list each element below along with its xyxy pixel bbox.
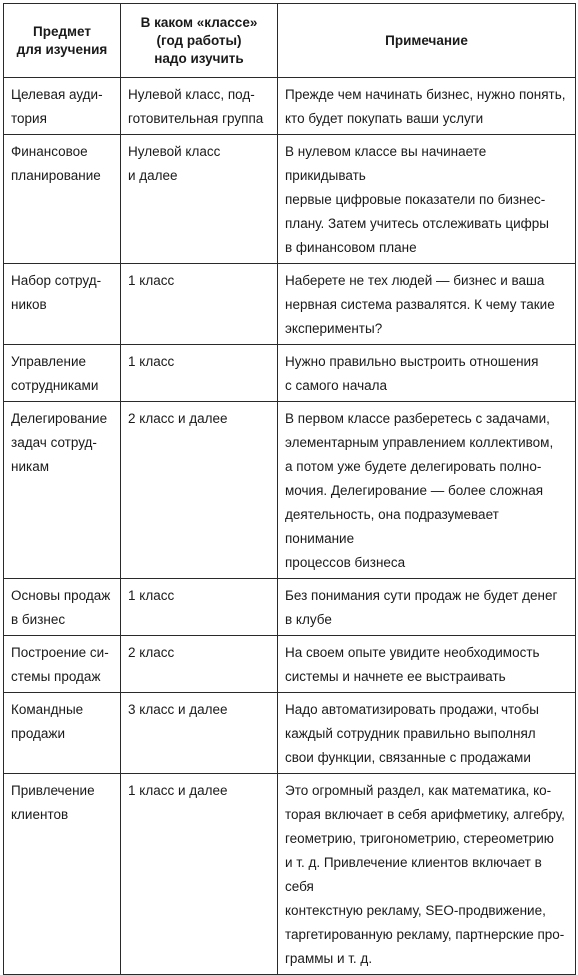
cell-subject: Командные продажи: [4, 693, 121, 774]
table-row: [4, 402, 576, 579]
cell-grade: 1 класс и далее: [121, 774, 278, 975]
header-note: Примечание: [278, 4, 576, 78]
cell-grade: 1 класс: [121, 264, 278, 345]
cell-subject: Делегирование задач сотруд- никам: [4, 402, 121, 579]
table-row: [4, 636, 576, 693]
cell-note: Прежде чем начинать бизнес, нужно понять, кто будет покупать ваши услуги: [278, 78, 576, 135]
cell-note: Нужно правильно выстроить отношения с самого начала: [278, 345, 576, 402]
cell-note: В первом классе разберетесь с задачами, элементарным управлением коллективом, а потом уже будете делегировать полно- мочия. Делегирование — более сложная деятельность, она подразумевает понимание процессов бизнеса: [278, 402, 576, 579]
cell-grade: 3 класс и далее: [121, 693, 278, 774]
cell-note: Это огромный раздел, как математика, ко- торая включает в себя арифметику, алгебру, геометрию, тригонометрию, стереометрию и т. д. Привлечение клиентов включает в себя контекстную рекламу, SEO-продвижение, таргетированную рекламу, партнерские про- граммы и т. д.: [278, 774, 576, 975]
table-row: [4, 78, 576, 135]
cell-grade: 2 класс: [121, 636, 278, 693]
table-row: [4, 345, 576, 402]
cell-note: Наберете не тех людей — бизнес и ваша нервная система развалятся. К чему такие эксперименты?: [278, 264, 576, 345]
cell-subject: Основы продаж в бизнес: [4, 579, 121, 636]
cell-subject: Построение си- стемы продаж: [4, 636, 121, 693]
cell-note: В нулевом классе вы начинаете прикидывать первые цифровые показатели по бизнес- плану. Затем учитесь отслеживать цифры в финансовом плане: [278, 135, 576, 264]
cell-subject: Финансовое планирование: [4, 135, 121, 264]
cell-grade: Нулевой класс, под- готовительная группа: [121, 78, 278, 135]
table-row: [4, 579, 576, 636]
cell-grade: 2 класс и далее: [121, 402, 278, 579]
table-row: [4, 135, 576, 264]
table-row: [4, 693, 576, 774]
cell-subject: Привлечение клиентов: [4, 774, 121, 975]
cell-grade: Нулевой класс и далее: [121, 135, 278, 264]
cell-note: Без понимания сути продаж не будет денег в клубе: [278, 579, 576, 636]
cell-note: На своем опыте увидите необходимость системы и начнете ее выстраивать: [278, 636, 576, 693]
header-grade: В каком «классе» (год работы) надо изучить: [121, 4, 278, 78]
cell-note: Надо автоматизировать продажи, чтобы каждый сотрудник правильно выполнял свои функции, связанные с продажами: [278, 693, 576, 774]
table-row: [4, 774, 576, 975]
cell-grade: 1 класс: [121, 345, 278, 402]
study-plan-table: [3, 3, 576, 975]
cell-subject: Управление сотрудниками: [4, 345, 121, 402]
header-subject: Предмет для изучения: [4, 4, 121, 78]
cell-subject: Набор сотруд- ников: [4, 264, 121, 345]
table-row: [4, 264, 576, 345]
cell-subject: Целевая ауди- тория: [4, 78, 121, 135]
table-header-row: [4, 4, 576, 78]
cell-grade: 1 класс: [121, 579, 278, 636]
